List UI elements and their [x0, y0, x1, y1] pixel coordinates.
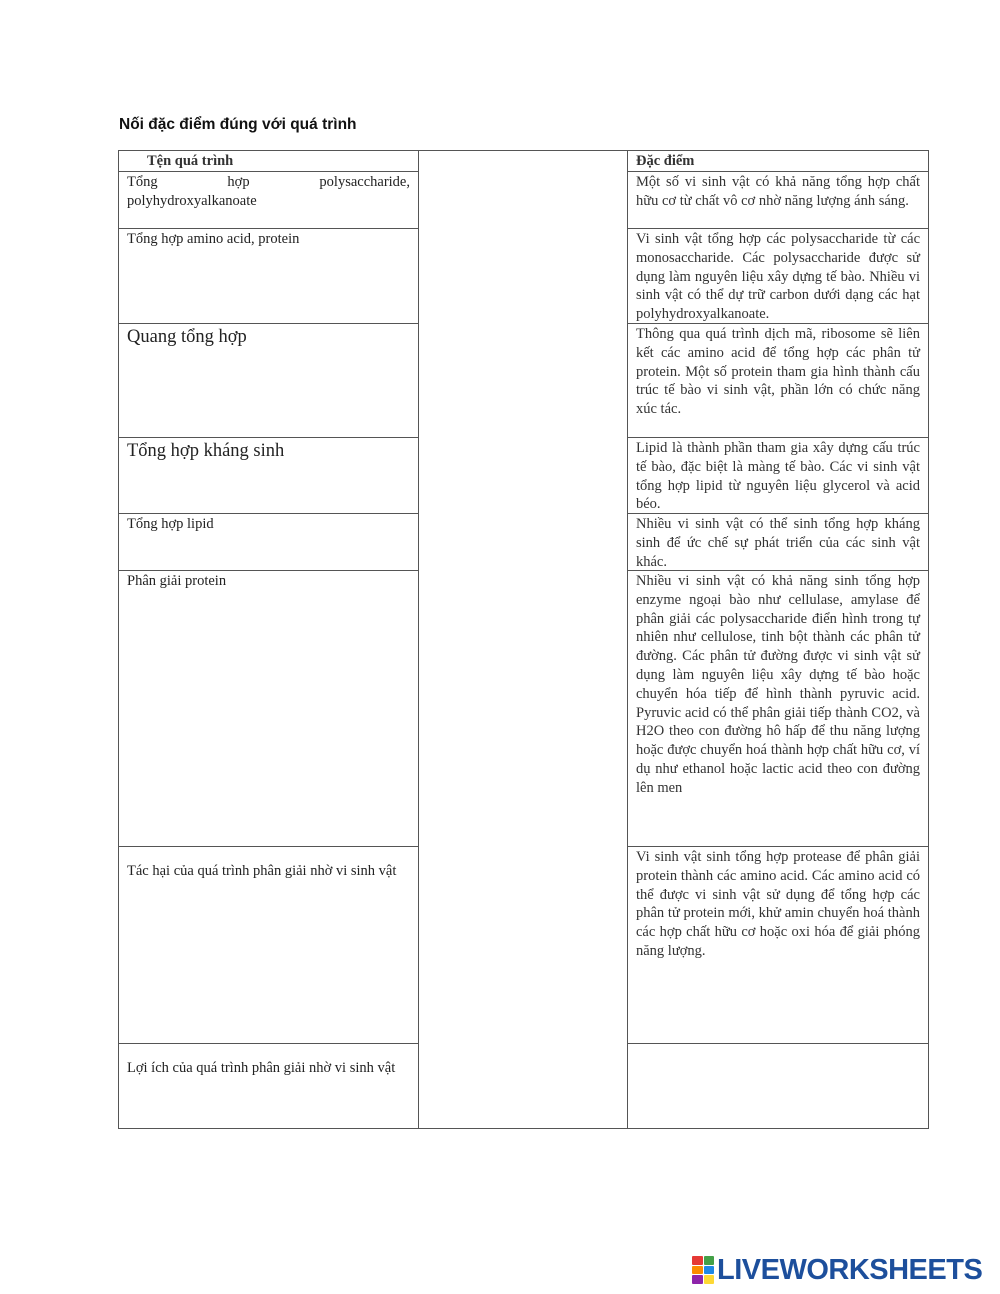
process-item-photosynthesis[interactable]: Quang tổng hợp	[119, 324, 418, 438]
feature-item-empty[interactable]	[628, 1044, 928, 1130]
feature-item-polysaccharide[interactable]: Vi sinh vật tổng hợp các polysaccharide từ các monosaccharide. Các polysaccharide được sử dụng làm nguyên liệu xây dựng tế bào. Nhiều vi sinh vật có thể dự trữ carbon dưới dạng các hạt polyhydroxyalkanoate.	[628, 229, 928, 324]
process-item-breakdown-harm[interactable]: Tác hại của quá trình phân giải nhờ vi sinh vật	[119, 847, 418, 1044]
liveworksheets-logo	[692, 1254, 982, 1286]
process-column	[118, 150, 419, 1129]
matching-area[interactable]	[418, 150, 628, 1129]
logo-square	[692, 1256, 703, 1265]
feature-item-lipid[interactable]: Lipid là thành phần tham gia xây dựng cấu trúc tế bào, đặc biệt là màng tế bào. Các vi sinh vật tổng hợp lipid từ nguyên liệu glycerol và acid béo.	[628, 438, 928, 514]
process-column-header: Tện quá trình	[119, 151, 418, 172]
logo-square	[704, 1256, 715, 1265]
process-item-protein-breakdown[interactable]: Phân giải protein	[119, 571, 418, 847]
logo-square	[704, 1266, 715, 1275]
feature-column	[627, 150, 929, 1129]
feature-column-header: Đặc điểm	[628, 151, 928, 172]
logo-square	[692, 1275, 703, 1284]
process-item-antibiotic[interactable]: Tổng hợp kháng sinh	[119, 438, 418, 514]
feature-item-protein-synthesis[interactable]: Thông qua quá trình dịch mã, ribosome sẽ liên kết các amino acid để tổng hợp các phân tử protein. Một số protein tham gia hình thành cấu trúc tế bào vi sinh vật, phần lớn có chức năng xúc tác.	[628, 324, 928, 438]
logo-square	[704, 1275, 715, 1284]
worksheet-title: Nối đặc điểm đúng với quá trình	[119, 116, 357, 133]
logo-text: LIVEWORKSHEETS	[717, 1254, 983, 1286]
logo-square	[692, 1266, 703, 1275]
process-item-breakdown-benefit[interactable]: Lợi ích của quá trình phân giải nhờ vi sinh vật	[127, 1060, 396, 1076]
liveworksheets-mark-icon	[692, 1256, 714, 1284]
feature-item-antibiotic[interactable]: Nhiều vi sinh vật có thể sinh tổng hợp kháng sinh để ức chế sự phát triển của các sinh vật khác.	[628, 514, 928, 571]
feature-item-polysaccharide-breakdown[interactable]: Nhiều vi sinh vật có khả năng sinh tổng hợp enzyme ngoại bào như cellulase, amylase để phân giải các polysaccharide điển hình trong tự nhiên như cellulose, tinh bột thành các phân tử đường. Các phân tử đường được vi sinh vật sử dụng làm nguyên liệu xây dựng tế bào hoặc chuyển hóa tiếp để hình thành pyruvic acid. Pyruvic acid có thể phân giải tiếp thành CO2, và H2O theo con đường hô hấp để thu năng lượng hoặc được chuyển hoá thành hợp chất hữu cơ, ví dụ như ethanol hoặc lactic acid theo con đường lên men	[628, 571, 928, 847]
feature-item-protein-breakdown[interactable]: Vi sinh vật sinh tổng hợp protease để phân giải protein thành các amino acid. Các amino acid có thể được vi sinh vật sử dụng để tổng hợp các phân tử protein mới, khử amin chuyển hoá thành các hợp chất hữu cơ hoặc oxi hóa để giải phóng năng lượng.	[628, 847, 928, 1044]
process-item-polysaccharide[interactable]: Tổng hợp polysaccharide, polyhydroxyalkanoate	[119, 172, 418, 229]
feature-item-photosynthesis[interactable]: Một số vi sinh vật có khả năng tổng hợp chất hữu cơ từ chất vô cơ nhờ năng lượng ánh sáng.	[628, 172, 928, 229]
process-item-amino-acid[interactable]: Tổng hợp amino acid, protein	[119, 229, 418, 324]
process-item-lipid[interactable]: Tổng hợp lipid	[119, 514, 418, 571]
